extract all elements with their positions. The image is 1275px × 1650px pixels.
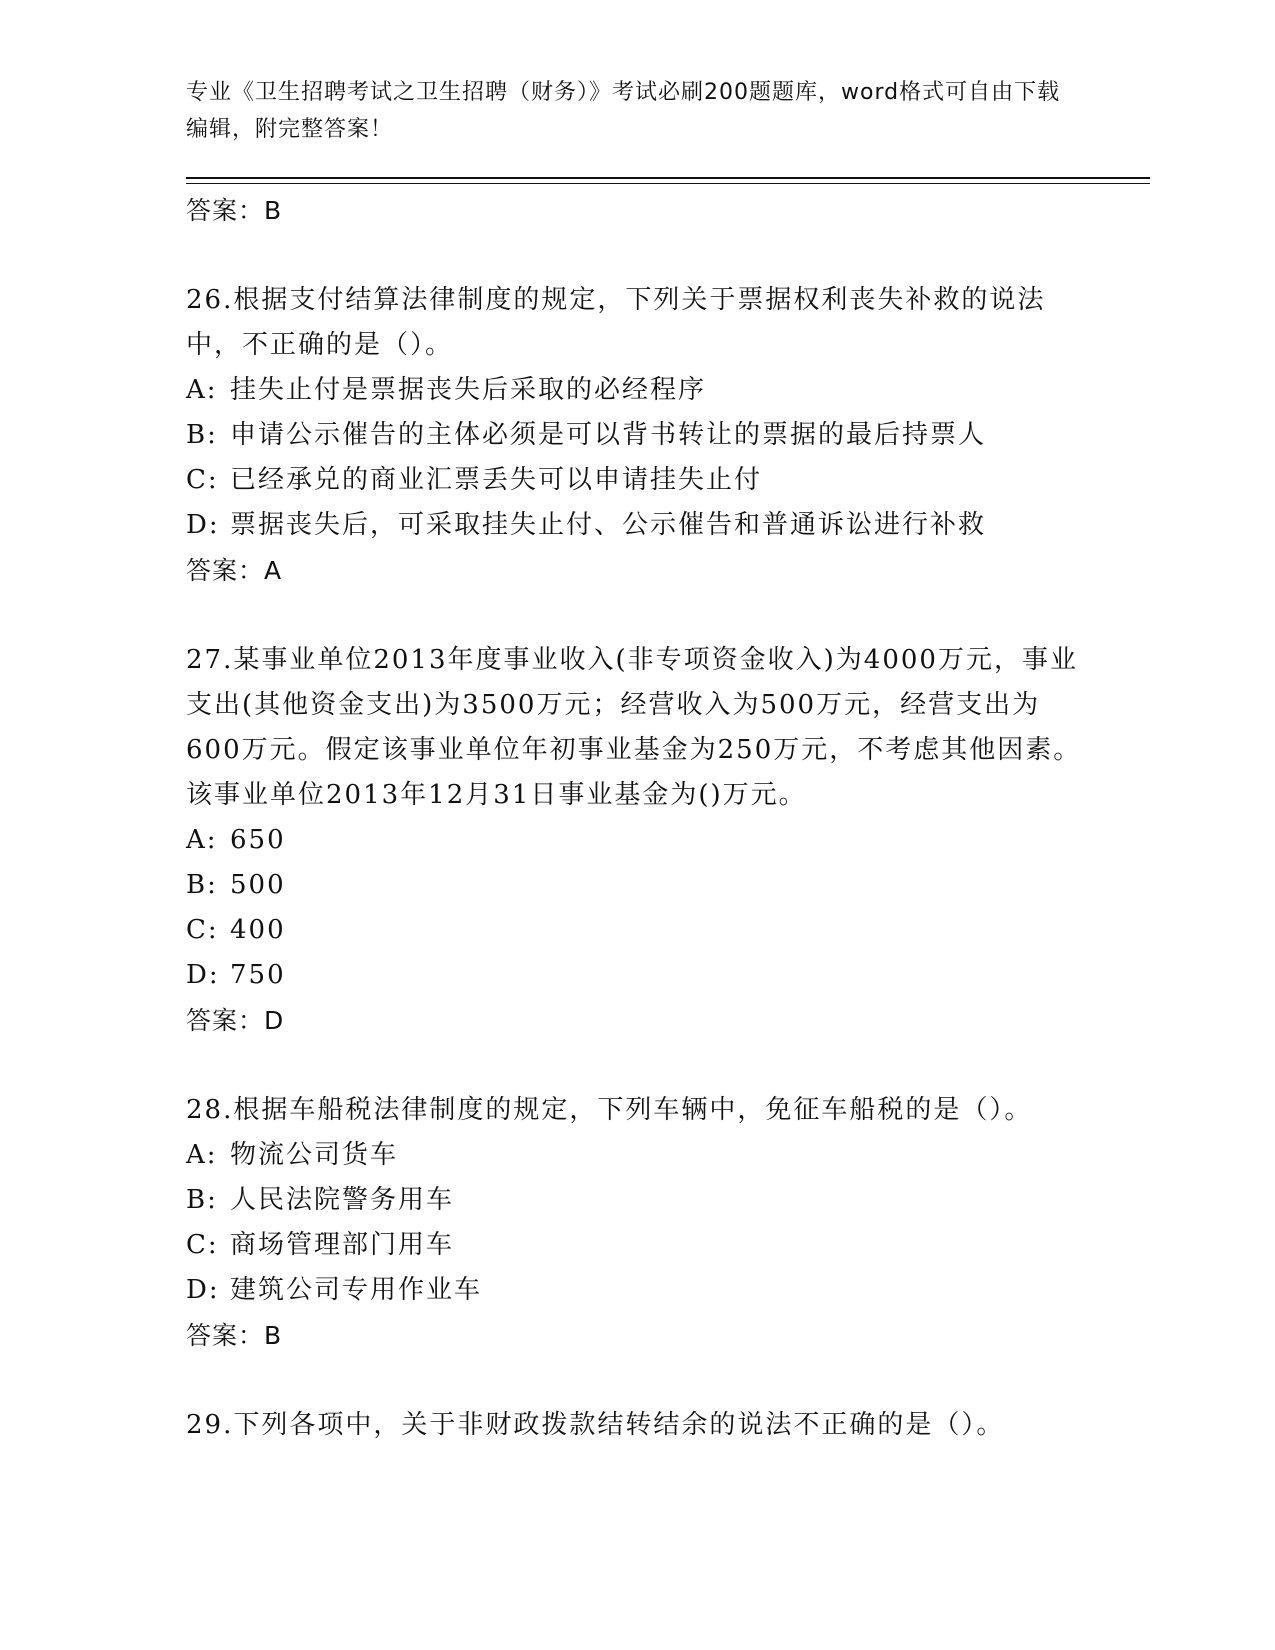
option-key: D: (186, 1275, 220, 1305)
question-27 (186, 638, 1086, 1044)
option-text: 400 (230, 915, 286, 945)
question-stem: 26.根据支付结算法律制度的规定，下列关于票据权利丧失补救的说法中，不正确的是（）。 (186, 285, 1046, 360)
option-text: 商场管理部门用车 (230, 1230, 455, 1260)
option-a (186, 1133, 1086, 1178)
page-header: 专业《卫生招聘考试之卫生招聘（财务）》考试必刷200题题库，word格式可自由下载编辑，附完整答案！ (186, 80, 1061, 142)
question-list (186, 188, 1086, 1448)
option-text: 挂失止付是票据丧失后采取的必经程序 (230, 375, 707, 405)
question-stem: 29.下列各项中，关于非财政拨款结转结余的说法不正确的是（）。 (186, 1410, 1005, 1440)
option-b (186, 863, 1086, 908)
option-key: C: (186, 915, 219, 945)
option-key: B: (186, 420, 218, 450)
option-text: 物流公司货车 (230, 1140, 399, 1170)
answer: 答案：A (186, 556, 283, 585)
option-b (186, 413, 1086, 458)
option-key: A: (186, 1140, 218, 1170)
option-text: 750 (230, 960, 286, 990)
answer: 答案：D (186, 1006, 285, 1035)
question-stem: 28.根据车船税法律制度的规定，下列车辆中，免征车船税的是（）。 (186, 1095, 1033, 1125)
option-text: 人民法院警务用车 (230, 1185, 455, 1215)
header-rule-thick (186, 177, 1150, 179)
option-key: B: (186, 1185, 218, 1215)
option-text: 已经承兑的商业汇票丢失可以申请挂失止付 (230, 465, 763, 495)
question-stem: 27.某事业单位2013年度事业收入(非专项资金收入)为4000万元，事业支出(其他资金支出)为3500万元；经营收入为500万元，经营支出为600万元。假定该事业单位年初事业基金为250万元，不考虑其他因素。该事业单位2013年12月31日事业基金为()万元。 (186, 645, 1082, 810)
option-d (186, 1268, 1086, 1313)
option-key: C: (186, 1230, 219, 1260)
option-key: B: (186, 870, 218, 900)
option-d (186, 953, 1086, 998)
answer: 答案：B (186, 1321, 283, 1350)
option-key: D: (186, 960, 220, 990)
option-key: A: (186, 375, 218, 405)
option-c (186, 1223, 1086, 1268)
option-a (186, 818, 1086, 863)
option-key: C: (186, 465, 219, 495)
option-text: 500 (230, 870, 286, 900)
option-c (186, 458, 1086, 503)
question-29 (186, 1403, 1086, 1448)
option-key: A: (186, 825, 218, 855)
option-key: D: (186, 510, 220, 540)
option-d (186, 503, 1086, 548)
option-text: 650 (230, 825, 286, 855)
option-text: 票据丧失后，可采取挂失止付、公示催告和普通诉讼进行补救 (230, 510, 987, 540)
option-a (186, 368, 1086, 413)
question-28 (186, 1088, 1086, 1359)
leading-answer: 答案：B (186, 196, 283, 225)
option-c (186, 908, 1086, 953)
option-text: 建筑公司专用作业车 (230, 1275, 483, 1305)
option-text: 申请公示催告的主体必须是可以背书转让的票据的最后持票人 (230, 420, 987, 450)
header-rule-thin (186, 183, 1150, 184)
option-b (186, 1178, 1086, 1223)
question-26 (186, 278, 1086, 594)
